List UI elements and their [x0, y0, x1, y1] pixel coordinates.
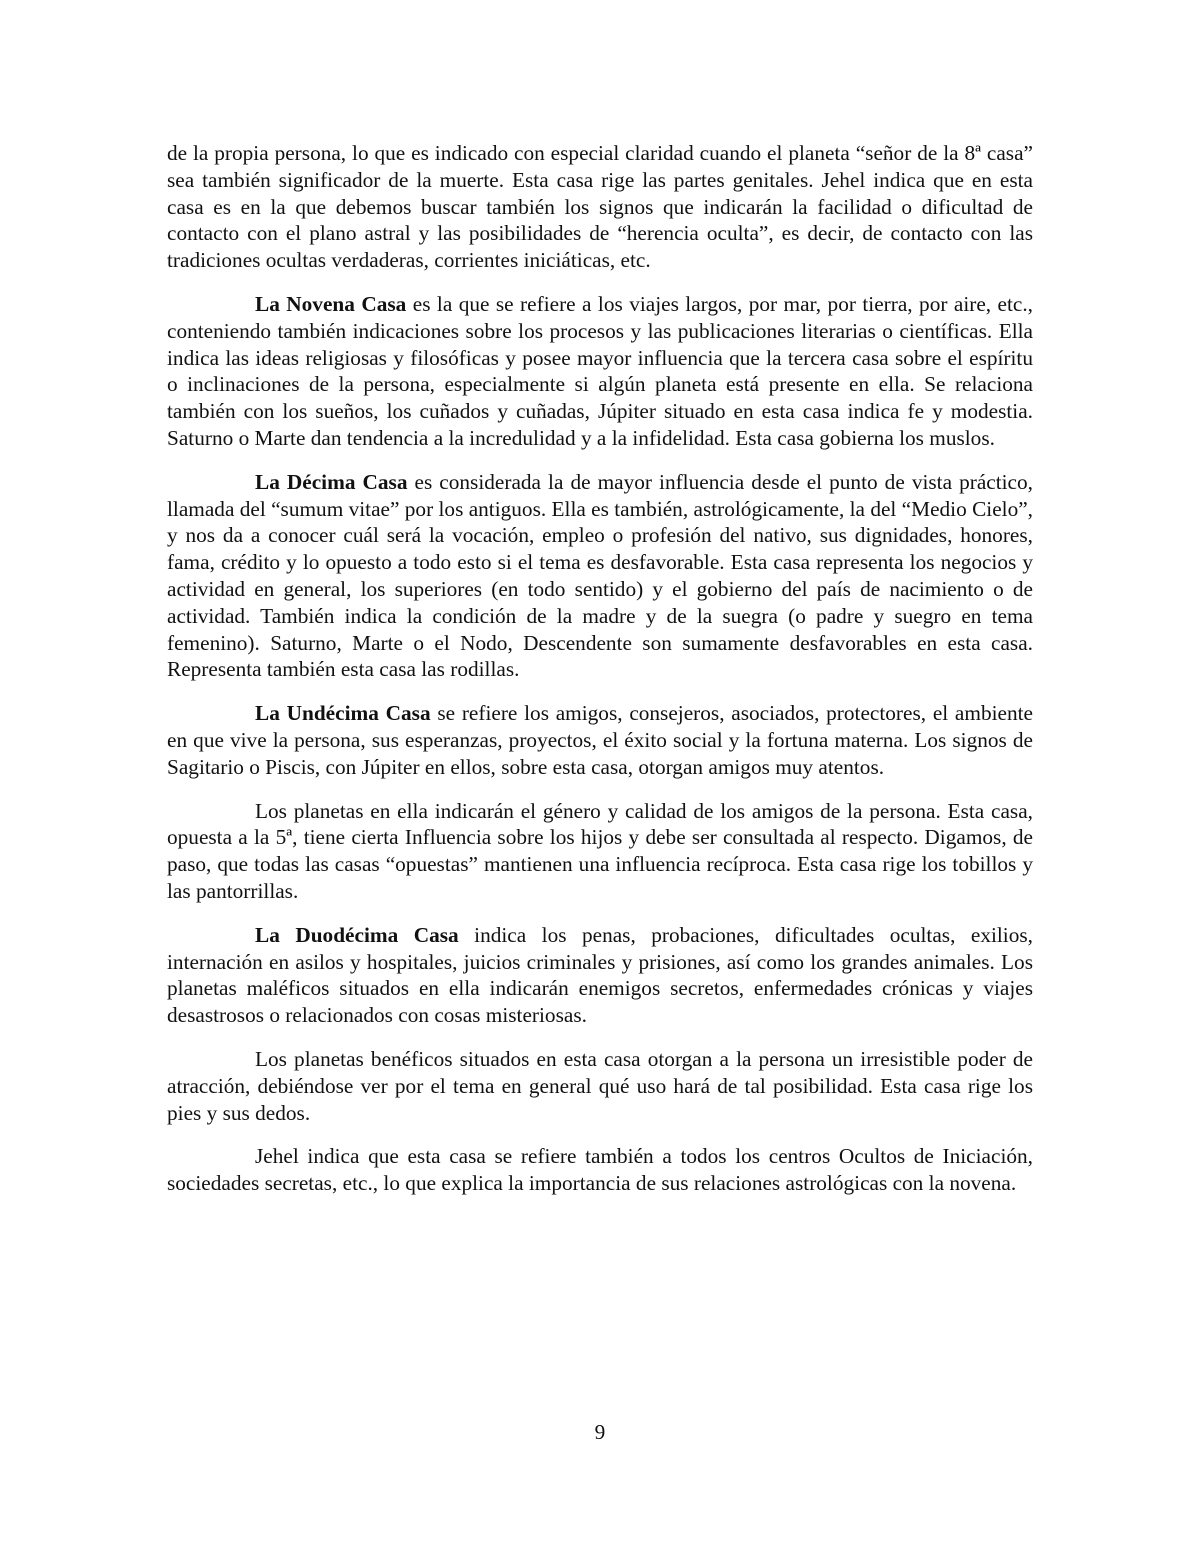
paragraph-tenth-house	[167, 469, 1033, 683]
section-heading-eleventh-house: La Undécima Casa	[255, 701, 431, 726]
paragraph-twelfth-house	[167, 922, 1033, 1029]
paragraph-text: es la que se refiere a los viajes largos, por mar, por tierra, por aire, etc., conteniendo también indicaciones sobre los procesos y las publicaciones literarias o científicas. Ella indica las ideas religiosas y filosóficas y posee mayor influencia que la tercera casa sobre el espíritu o inclinaciones de la persona, especialmente si algún planeta está presente en ella. Se relaciona también con los sueños, los cuñados y cuñadas, Júpiter situado en esta casa indica fe y modestia. Saturno o Marte dan tendencia a la incredulidad y a la infidelidad. Esta casa gobierna los muslos.	[167, 291, 1034, 450]
paragraph-text: Los planetas benéficos situados en esta casa otorgan a la persona un irresistible poder de atracción, debiéndose ver por el tema en general qué uso hará de tal posibilidad. Esta casa rige los pies y sus dedos.	[167, 1046, 1033, 1125]
paragraph-text: indica los penas, probaciones, dificultades ocultas, exilios, internación en asilos y hospitales, juicios criminales y prisiones, así como los grandes animales. Los planetas maléficos situados en ella indicarán enemigos secretos, enfermedades crónicas y viajes desastrosos o relacionados con cosas misteriosas.	[167, 922, 1033, 1028]
paragraph-text: de la propia persona, lo que es indicado con especial claridad cuando el planeta “señor de la 8ª casa” sea también significador de la muerte. Esta casa rige las partes genitales. Jehel indica que en esta casa es en la que debemos buscar también los signos que indicarán la facilidad o dificultad de contacto con el plano astral y las posibilidades de “herencia oculta”, es decir, de contacto con las tradiciones ocultas verdaderas, corrientes iniciáticas, etc.	[167, 141, 1033, 273]
page-number: 9	[594, 1420, 606, 1444]
paragraph-twelfth-house-jehel	[167, 1143, 1033, 1197]
paragraph-twelfth-house-benefic	[167, 1046, 1033, 1126]
paragraph-eighth-house-continued	[167, 140, 1033, 274]
paragraph-text: es considerada la de mayor influencia desde el punto de vista práctico, llamada del “sumum vitae” por los antiguos. Ella es también, astrológicamente, la del “Medio Cielo”, y nos da a conocer cuál será la vocación, empleo o profesión del nativo, sus dignidades, honores, fama, crédito y lo opuesto a todo esto si el tema es desfavorable. Esta casa representa los negocios y actividad en general, los superiores (en todo sentido) y el gobierno del país de nacimiento o de actividad. También indica la condición de la madre y de la suegra (o padre y suegro en tema femenino). Saturno, Marte o el Nodo, Descendente son sumamente desfavorables en esta casa. Representa también esta casa las rodillas.	[167, 469, 1033, 682]
paragraph-ninth-house	[167, 291, 1033, 452]
paragraph-eleventh-house-planets	[167, 798, 1033, 905]
paragraph-eleventh-house	[167, 700, 1033, 780]
paragraph-text: Los planetas en ella indicarán el género y calidad de los amigos de la persona. Esta casa, opuesta a la 5ª, tiene cierta Influencia sobre los hijos y debe ser consultada al respecto. Digamos, de paso, que todas las casas “opuestas” mantienen una influencia recíproca. Esta casa rige los tobillos y las pantorrillas.	[167, 798, 1033, 903]
document-body	[167, 140, 1033, 1214]
paragraph-text: se refiere los amigos, consejeros, asociados, protectores, el ambiente en que vive la persona, sus esperanzas, proyectos, el éxito social y la fortuna materna. Los signos de Sagitario o Piscis, con Júpiter en ellos, sobre esta casa, otorgan amigos muy atentos.	[167, 701, 1033, 779]
section-heading-tenth-house: La Décima Casa	[255, 469, 408, 494]
paragraph-text: Jehel indica que esta casa se refiere también a todos los centros Ocultos de Iniciación, sociedades secretas, etc., lo que explica la importancia de sus relaciones astrológicas con la novena.	[167, 1144, 1033, 1196]
section-heading-ninth-house: La Novena Casa	[255, 291, 407, 316]
section-heading-twelfth-house: La Duodécima Casa	[255, 922, 459, 947]
